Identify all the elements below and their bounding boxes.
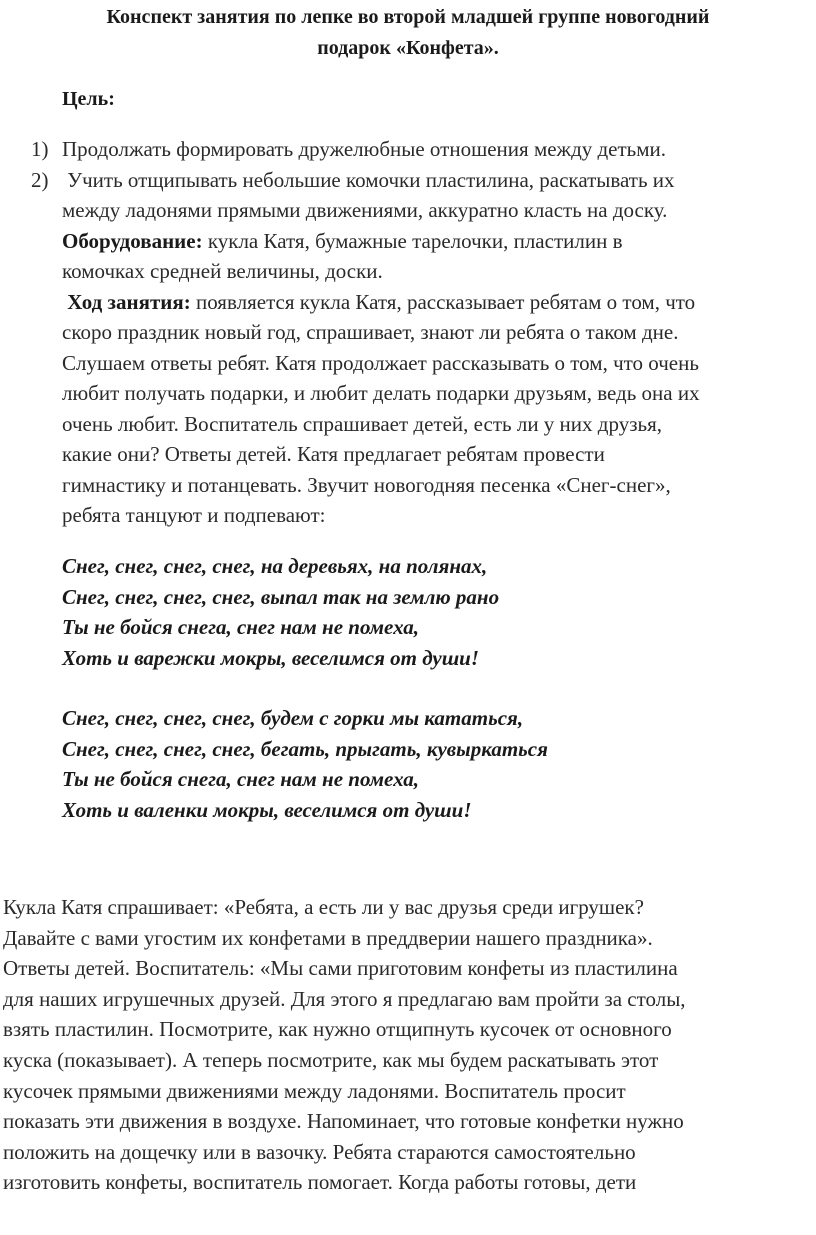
paragraph-line: куска (показывает). А теперь посмотрите, как мы будем раскатывать этот xyxy=(3,1047,659,1072)
song-line: Снег, снег, снег, снег, будем с горки мы кататься, xyxy=(62,706,524,730)
equipment-line: комочках средней величины, доски. xyxy=(62,259,383,283)
list-item xyxy=(0,134,816,165)
paragraph-line: Кукла Катя спрашивает: «Ребята, а есть ли у вас друзья среди игрушек? xyxy=(3,895,644,919)
list-item-text: между ладонями прямыми движениями, аккуратно класть на доску. xyxy=(62,198,668,222)
paragraph-line: показать эти движения в воздухе. Напоминает, что готовые конфетки нужно xyxy=(3,1109,684,1134)
song-line: Хоть и валенки мокры, веселимся от души! xyxy=(62,797,472,822)
equipment-line xyxy=(0,226,816,257)
process-line xyxy=(0,287,816,318)
process-line: любит получать подарки, и любит делать подарки друзьям, ведь она их xyxy=(62,381,700,405)
paragraph-line: взять пластилин. Посмотрите, как нужно отщипнуть кусочек от основного xyxy=(3,1017,672,1042)
process-label: Ход занятия: xyxy=(62,289,191,314)
process-line: Слушаем ответы ребят. Катя продолжает рассказывать о том, что очень xyxy=(62,350,699,375)
document-title xyxy=(0,2,816,64)
goal-list xyxy=(0,134,816,531)
process-line: очень любит. Воспитатель спрашивает детей, есть ли у них друзья, xyxy=(62,411,662,436)
song-line: Снег, снег, снег, снег, бегать, прыгать, кувыркаться xyxy=(62,736,548,761)
process-line: скоро праздник новый год, спрашивает, знают ли ребята о таком дне. xyxy=(62,320,679,344)
process-line: какие они? Ответы детей. Катя предлагает ребятам провести xyxy=(62,442,605,466)
paragraph-line: для наших игрушечных друзей. Для этого я предлагаю вам пройти за столы, xyxy=(3,986,686,1011)
list-marker: 2) xyxy=(31,167,49,192)
process-line: ребята танцуют и подпевают: xyxy=(62,503,326,527)
process-text: появляется кукла Катя, рассказывает ребятам о том, что xyxy=(190,289,696,314)
title-line-1: Конспект занятия по лепке во второй младшей группе новогодний xyxy=(106,6,710,28)
equipment-text: кукла Катя, бумажные тарелочки, пластилин в xyxy=(202,228,623,253)
stanza-gap xyxy=(62,673,548,703)
goal-heading: Цель: xyxy=(62,88,115,110)
equipment-label: Оборудование: xyxy=(62,228,203,253)
song-line: Снег, снег, снег, снег, на деревьях, на полянах, xyxy=(62,554,488,578)
outro-paragraph xyxy=(3,892,686,1198)
song-lyrics xyxy=(62,551,548,825)
title-line-2: подарок «Конфета». xyxy=(317,37,499,59)
list-item-text: Продолжать формировать дружелюбные отношения между детьми. xyxy=(62,137,667,161)
song-line: Ты не бойся снега, снег нам не помеха, xyxy=(62,767,420,791)
paragraph-line: Ответы детей. Воспитатель: «Мы сами приготовим конфеты из пластилина xyxy=(3,956,678,981)
list-marker: 1) xyxy=(31,137,49,161)
song-line: Хоть и варежки мокры, веселимся от души! xyxy=(62,645,480,670)
paragraph-line: Давайте с вами угостим их конфетами в преддверии нашего праздника». xyxy=(3,925,653,950)
process-line: гимнастику и потанцевать. Звучит новогодняя песенка «Снег-снег», xyxy=(62,472,671,497)
list-item xyxy=(0,165,816,226)
paragraph-line: изготовить конфеты, воспитатель помогает. Когда работы готовы, дети xyxy=(3,1170,637,1195)
list-item-text: Учить отщипывать небольшие комочки пластилина, раскатывать их xyxy=(62,167,675,192)
song-line: Ты не бойся снега, снег нам не помеха, xyxy=(62,615,420,639)
song-line: Снег, снег, снег, снег, выпал так на землю рано xyxy=(62,584,500,609)
paragraph-line: положить на дощечку или в вазочку. Ребята стараются самостоятельно xyxy=(3,1139,636,1164)
paragraph-line: кусочек прямыми движениями между ладонями. Воспитатель просит xyxy=(3,1078,626,1103)
